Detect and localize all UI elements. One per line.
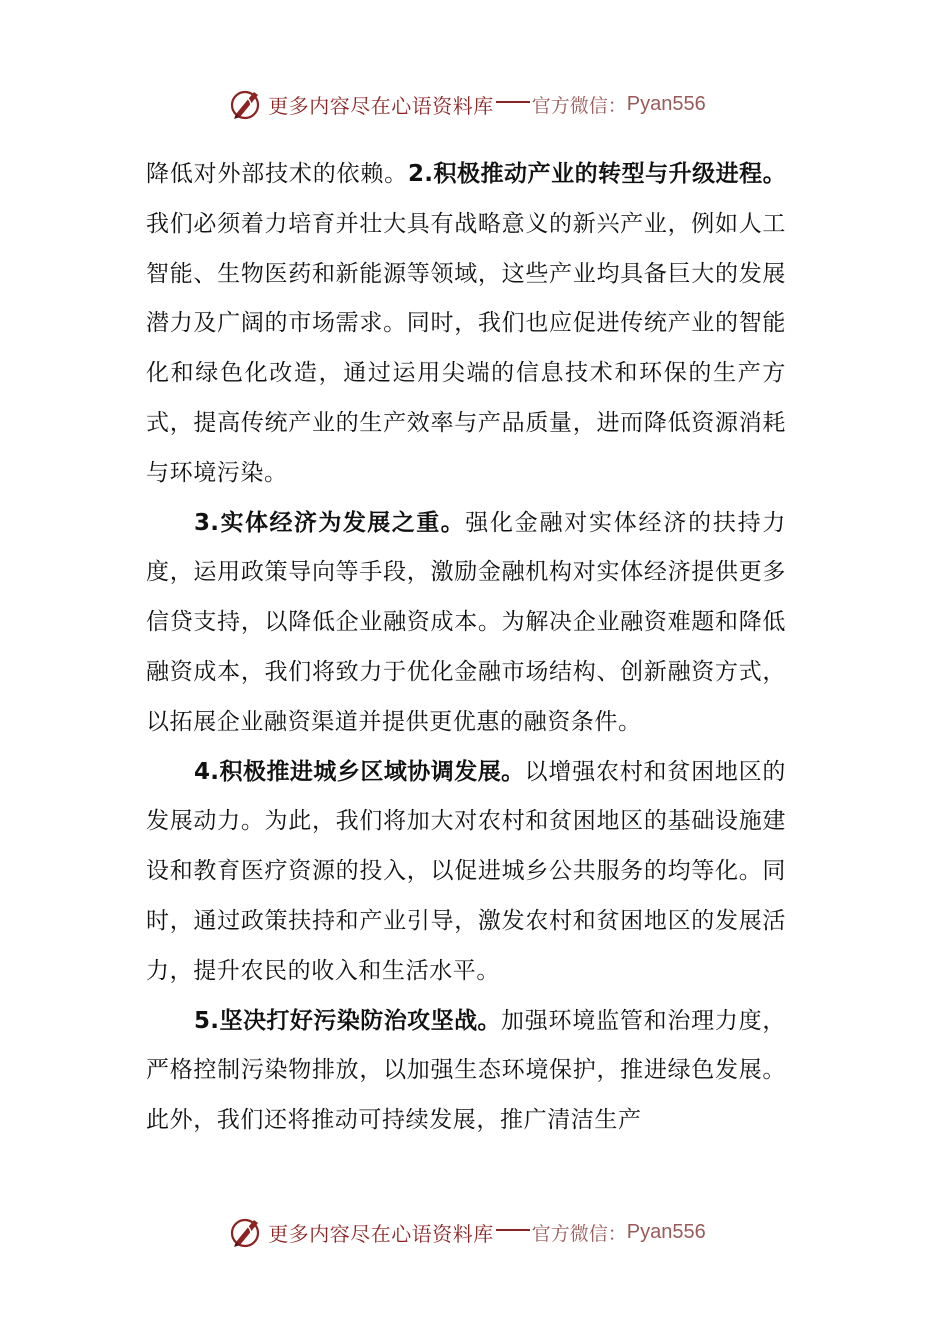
paragraph-3-heading: 4.积极推进城乡区域协调发展。 bbox=[194, 758, 525, 785]
footer-watermark-banner bbox=[0, 1212, 950, 1252]
paragraph-2-heading: 3.实体经济为发展之重。 bbox=[194, 509, 466, 536]
footer-banner-dash bbox=[496, 1229, 530, 1231]
paragraph-3-body: 以增强农村和贫困地区的发展动力。为此，我们将加大对农村和贫困地区的基础设施建设和教育医疗资源的投入，以促进城乡公共服务的均等化。同时，通过政策扶持和产业引导，激发农村和贫困地区的发展活力，提升农民的收入和生活水平。 bbox=[146, 758, 786, 984]
footer-banner-wechat-id: Pyan556 bbox=[626, 1220, 706, 1243]
paragraph-1-lead: 降低对外部技术的依赖。 bbox=[146, 161, 408, 187]
paragraph-1 bbox=[146, 150, 786, 499]
paragraph-3 bbox=[146, 748, 786, 997]
pen-logo-icon bbox=[228, 86, 264, 122]
header-watermark-banner bbox=[0, 84, 950, 124]
footer-banner-subtitle: 官方微信： bbox=[531, 1222, 627, 1245]
document-body bbox=[146, 150, 786, 1146]
footer-banner-title: 更多内容尽在心语资料库 bbox=[268, 1221, 494, 1246]
paragraph-1-body: 我们必须着力培育并壮大具有战略意义的新兴产业，例如人工智能、生物医药和新能源等领域，这些产业均具备巨大的发展潜力及广阔的市场需求。同时，我们也应促进传统产业的智能化和绿色化改造，通过运用尖端的信息技术和环保的生产方式，提高传统产业的生产效率与产品质量，进而降低资源消耗与环境污染。 bbox=[146, 210, 786, 486]
paragraph-1-heading: 2.积极推动产业的转型与升级进程。 bbox=[407, 161, 786, 187]
paragraph-2-body: 强化金融对实体经济的扶持力度，运用政策导向等手段，激励金融机构对实体经济提供更多信贷支持，以降低企业融资成本。为解决企业融资难题和降低融资成本，我们将致力于优化金融市场结构、创新融资方式，以拓展企业融资渠道并提供更优惠的融资条件。 bbox=[146, 509, 786, 735]
paragraph-4-heading: 5.坚决打好污染防治攻坚战。 bbox=[194, 1007, 502, 1034]
header-banner-wechat-id: Pyan556 bbox=[626, 92, 706, 115]
paragraph-4-body: 加强环境监管和治理力度，严格控制污染物排放，以加强生态环境保护，推进绿色发展。此外，我们还将推动可持续发展，推广清洁生产 bbox=[146, 1007, 786, 1134]
paragraph-2 bbox=[146, 499, 786, 748]
header-banner-dash bbox=[496, 101, 530, 103]
paragraph-4 bbox=[146, 997, 786, 1146]
pen-logo-icon bbox=[228, 1214, 264, 1250]
header-banner-subtitle: 官方微信： bbox=[531, 94, 627, 117]
header-banner-title: 更多内容尽在心语资料库 bbox=[268, 93, 494, 118]
